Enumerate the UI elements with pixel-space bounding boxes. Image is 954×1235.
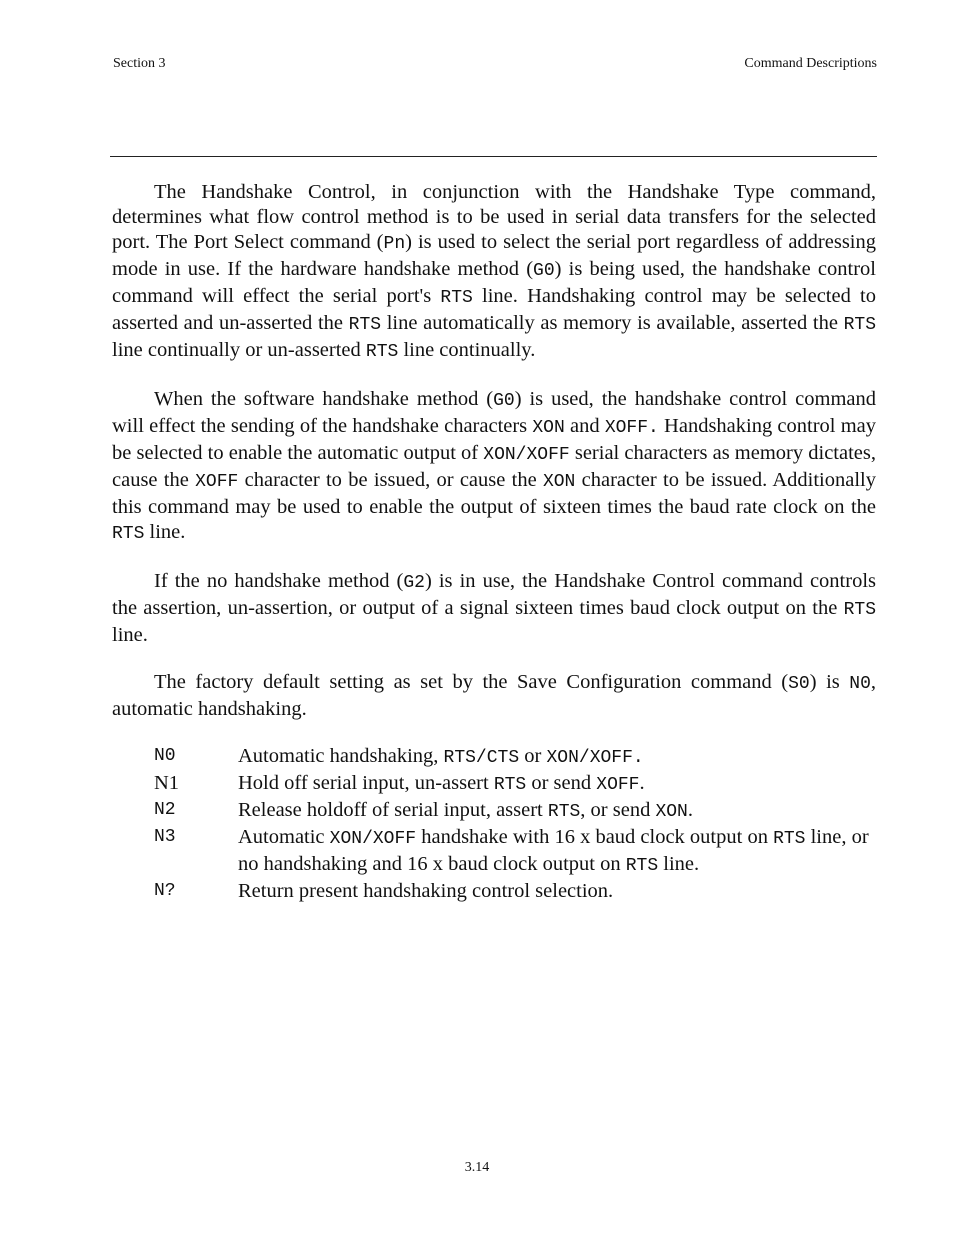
option-description: Return present handshaking control selection. — [238, 880, 614, 902]
option-description: Automatic handshaking, RTS/CTS or XON/XOFF. — [238, 745, 644, 768]
option-list — [154, 744, 876, 904]
header-title: Command Descriptions — [744, 56, 877, 71]
paragraph-software-handshake: When the software handshake method (G0) is used, the handshake control command will effect the sending of the handshake characters XON and XOFF. Handshaking control may be selected to enable the automatic output of XON/XOFF serial characters as memory dictates, cause the XOFF character to be issued, or cause the XON character to be issued. Additionally this command may be used to enable the output of sixteen times the baud rate clock on the RTS line. — [112, 388, 876, 544]
paragraph-handshake-control: The Handshake Control, in conjunction with the Handshake Type command, determines what flow control method is to be used in serial data transfers for the selected port. The Port Select command (Pn) is used to select the serial port regardless of addressing mode in use. If the hardware handshake method (G0) is being used, the handshake control command will effect the serial port's RTS line. Handshaking control may be selected to asserted and un-asserted the RTS line automatically as memory is available, asserted the RTS line continually or un-asserted RTS line continually. — [112, 181, 876, 362]
option-item — [154, 744, 876, 771]
option-description: Hold off serial input, un-assert RTS or send XOFF. — [238, 772, 645, 795]
option-code: N3 — [154, 827, 176, 847]
option-description: Release holdoff of serial input, assert RTS, or send XON. — [238, 799, 693, 822]
option-code: N? — [154, 881, 176, 901]
header-section: Section 3 — [113, 56, 166, 71]
option-item — [154, 825, 876, 879]
option-item — [154, 771, 876, 798]
header-rule — [110, 156, 877, 157]
option-item — [154, 879, 876, 904]
body-text — [112, 180, 876, 904]
option-item — [154, 798, 876, 825]
option-code: N1 — [154, 772, 180, 794]
option-code: N2 — [154, 800, 176, 820]
paragraph-factory-default: The factory default setting as set by the Save Configuration command (S0) is N0, automatic handshaking. — [112, 671, 877, 720]
page-number: 3.14 — [464, 1160, 490, 1175]
option-code: N0 — [154, 746, 176, 766]
paragraph-no-handshake: If the no handshake method (G2) is in use, the Handshake Control command controls the assertion, un-assertion, or output of a signal sixteen times baud clock output on the RTS line. — [112, 570, 877, 646]
option-description: Automatic XON/XOFF handshake with 16 x baud clock output on RTS line, or no handshaking and 16 x baud clock output on RTS line. — [238, 826, 869, 876]
